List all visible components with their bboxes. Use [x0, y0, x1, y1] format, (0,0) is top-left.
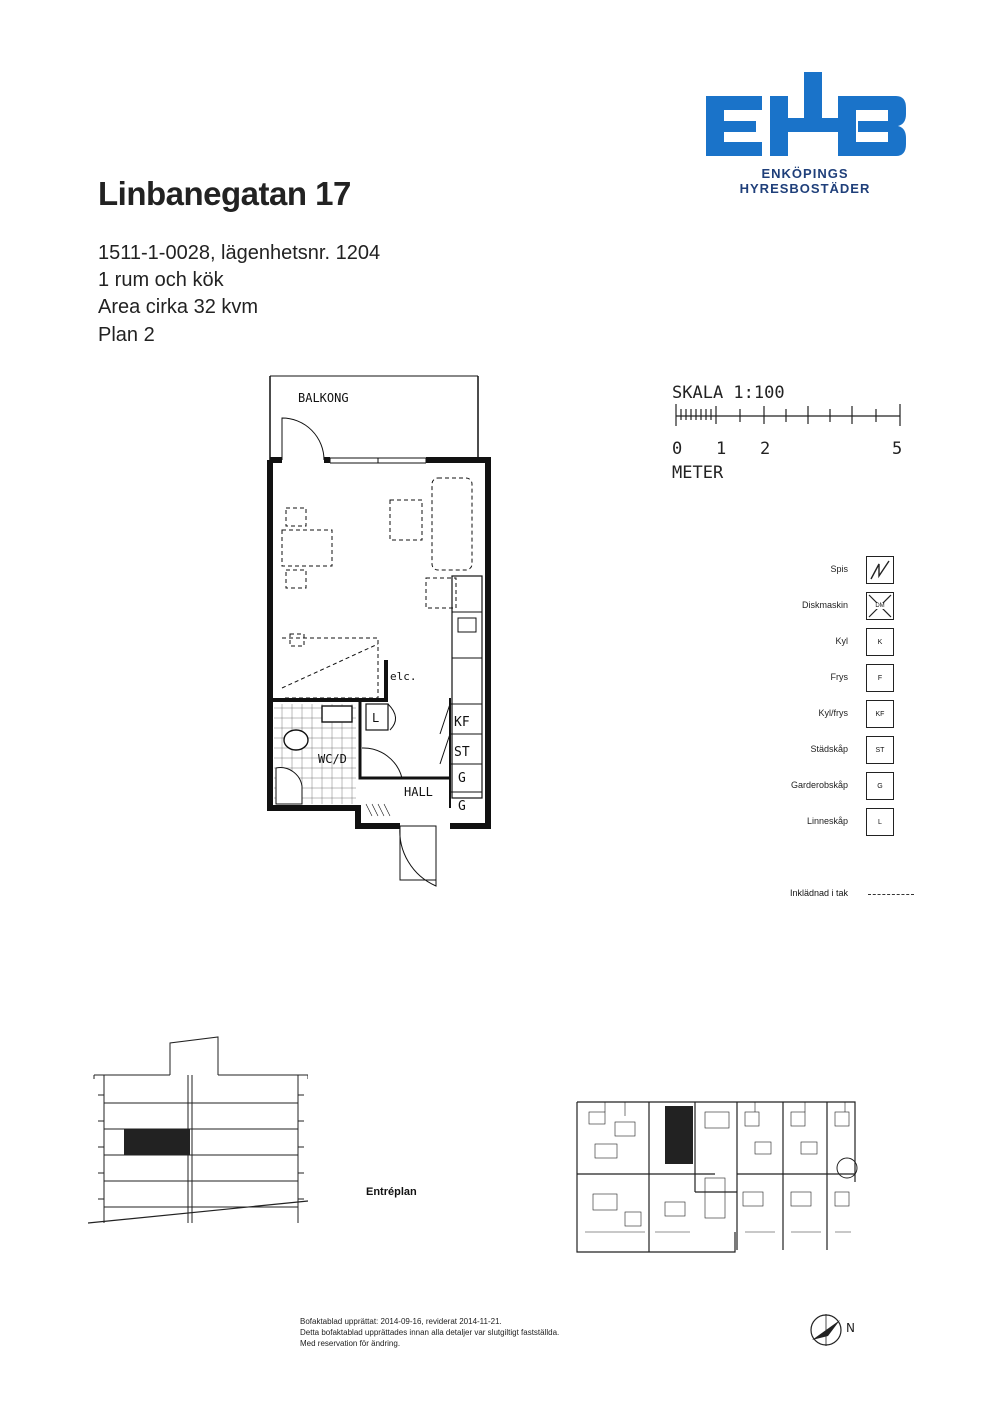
cabinet-kf: KF — [454, 715, 470, 730]
apartment-floorplan — [260, 368, 510, 888]
scale-tick-1: 1 — [716, 439, 727, 459]
info-line-floor: Plan 2 — [98, 324, 155, 346]
legend-code: ST — [866, 736, 894, 764]
page-title: Linbanegatan 17 — [98, 175, 351, 212]
cabinet-st: ST — [454, 745, 470, 760]
wc-label: WC/D — [318, 752, 347, 766]
legend-label: Kyl — [835, 636, 848, 646]
footer-line: Bofaktablad upprättat: 2014-09-16, reviderat 2014-11-21. — [300, 1317, 502, 1326]
legend-label: Inklädnad i tak — [790, 888, 849, 898]
legend-linneskap — [760, 808, 900, 840]
cabinet-g1: G — [458, 771, 466, 786]
north-label: N — [846, 1321, 855, 1335]
legend-label: Diskmaskin — [801, 600, 848, 610]
info-line-id: 1511-1-0028, lägenhetsnr. 1204 — [98, 242, 381, 264]
scale-title: SKALA 1:100 — [672, 383, 785, 403]
legend-stadskap — [760, 736, 900, 768]
scale-tick-2: 2 — [760, 439, 771, 459]
legend-diskmaskin — [760, 592, 900, 624]
stove-icon — [866, 556, 894, 584]
scale-tick-0: 0 — [672, 439, 683, 459]
legend-code: KF — [866, 700, 894, 728]
cabinet-l: L — [372, 711, 380, 725]
scale-unit: METER — [672, 463, 724, 483]
legend-kyl — [760, 628, 900, 660]
footer-line: Detta bofaktablad upprättades innan alla detaljer var slutgiltigt fastställda. — [300, 1328, 560, 1337]
legend-label: Spis — [830, 564, 848, 574]
legend-code: L — [866, 808, 894, 836]
legend-code: G — [866, 772, 894, 800]
scale-tick-5: 5 — [892, 439, 903, 459]
legend-label: Linneskåp — [806, 816, 848, 826]
legend-frys — [760, 664, 900, 696]
dashed-line-symbol — [868, 894, 914, 895]
balkong-label: BALKONG — [298, 391, 349, 405]
entreplan-label: Entréplan — [366, 1186, 417, 1198]
legend-code: K — [866, 628, 894, 656]
footer-notes — [300, 1316, 559, 1349]
elc-label: elc. — [390, 670, 417, 683]
north-arrow-icon — [806, 1310, 862, 1350]
legend-label: Garderobskåp — [790, 780, 848, 790]
legend-label: Frys — [830, 672, 848, 682]
logo-subtitle: ENKÖPINGS HYRESBOSTÄDER — [739, 166, 871, 196]
dishwasher-icon: DM — [866, 592, 894, 620]
legend-inkladnad — [760, 886, 915, 902]
floor-overview-plan — [565, 1082, 865, 1262]
legend-label: Kyl/frys — [818, 708, 848, 718]
legend-spis — [760, 556, 900, 588]
info-line-rooms: 1 rum och kök — [98, 269, 224, 291]
hall-label: HALL — [404, 785, 433, 799]
legend-label: Städskåp — [810, 744, 848, 754]
legend-garderobskap — [760, 772, 900, 804]
building-section — [88, 1035, 308, 1230]
legend-code: F — [866, 664, 894, 692]
info-line-area: Area cirka 32 kvm — [98, 296, 259, 318]
footer-line: Med reservation för ändring. — [300, 1339, 401, 1348]
cabinet-g2: G — [458, 799, 466, 814]
legend-kylfrys — [760, 700, 900, 732]
scale-bar — [668, 376, 908, 486]
